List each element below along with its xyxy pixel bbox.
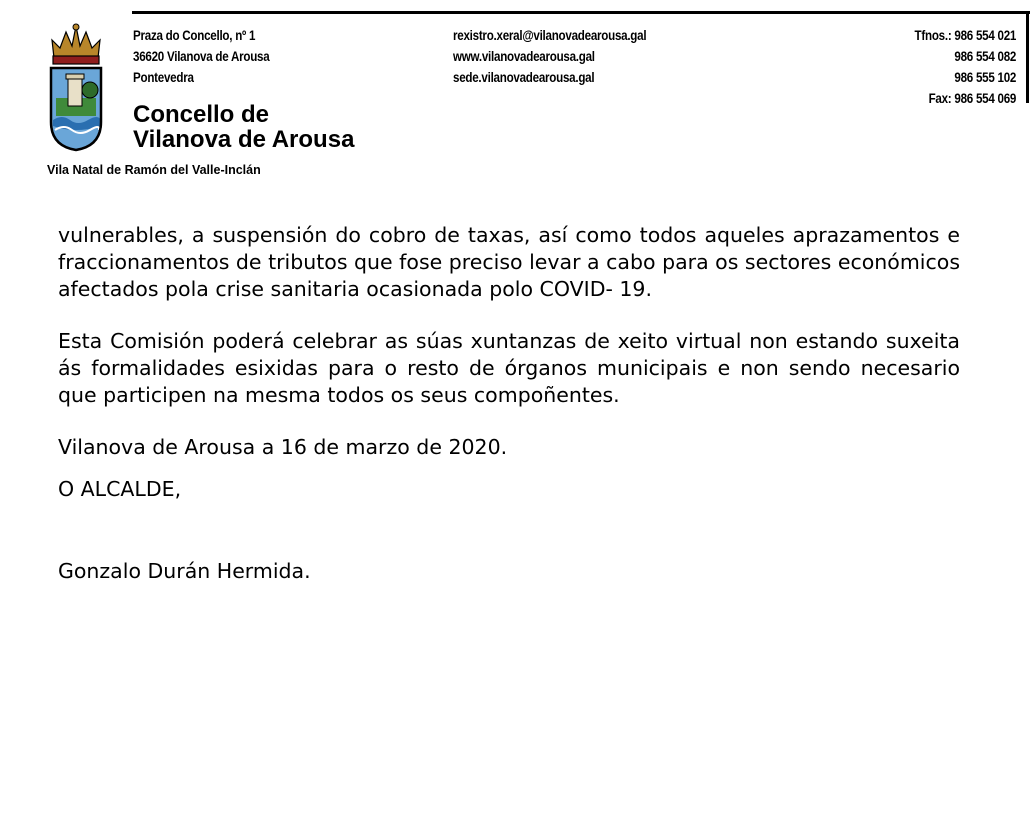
- address-line: Pontevedra: [133, 70, 194, 85]
- body-paragraph: vulnerables, a suspensión do cobro de taxas, así como todos aqueles aprazamentos e fraccionamentos de tributos que fose preciso levar a cabo para os sectores económicos afectados pola crise sanitaria ocasionada polo COVID- 19.: [58, 223, 960, 301]
- header-side-rule: [1026, 11, 1029, 103]
- phone-block: [914, 25, 1016, 109]
- body-paragraph: Esta Comisión poderá celebrar as súas xuntanzas de xeito virtual non estando suxeita ás formalidades esixidas para o resto de órganos municipais e non sendo necesario que participen na mesma todos os seus compoñentes.: [58, 329, 960, 407]
- address-line: Praza do Concello, nº 1: [133, 28, 256, 43]
- tagline: Vila Natal de Ramón del Valle-Inclán: [47, 163, 261, 177]
- signatory-role: O ALCALDE,: [58, 477, 182, 501]
- phone-line: 986 554 082: [954, 49, 1016, 64]
- website-link[interactable]: www.vilanovadearousa.gal: [453, 49, 595, 64]
- address-block: [133, 25, 269, 88]
- fax-line: Fax: 986 554 069: [928, 91, 1016, 106]
- phone-line: 986 555 102: [954, 70, 1016, 85]
- letterhead: [0, 0, 1030, 190]
- e-office-link[interactable]: sede.vilanovadearousa.gal: [453, 70, 595, 85]
- email-link[interactable]: rexistro.xeral@vilanovadearousa.gal: [453, 28, 647, 43]
- phone-line: Tfnos.: 986 554 021: [914, 28, 1016, 43]
- org-name-line1: Concello de: [133, 101, 270, 128]
- document-body: [58, 222, 960, 585]
- date-line: Vilanova de Arousa a 16 de marzo de 2020.: [58, 435, 508, 459]
- contact-web-block: [453, 25, 646, 88]
- address-line: 36620 Vilanova de Arousa: [133, 49, 270, 64]
- header-top-rule: [132, 11, 1030, 14]
- coat-of-arms-icon: [48, 22, 104, 152]
- signatory-name: Gonzalo Durán Hermida.: [58, 559, 311, 583]
- org-name-line2: Vilanova de Arousa: [133, 126, 355, 153]
- organization-name: [133, 102, 354, 152]
